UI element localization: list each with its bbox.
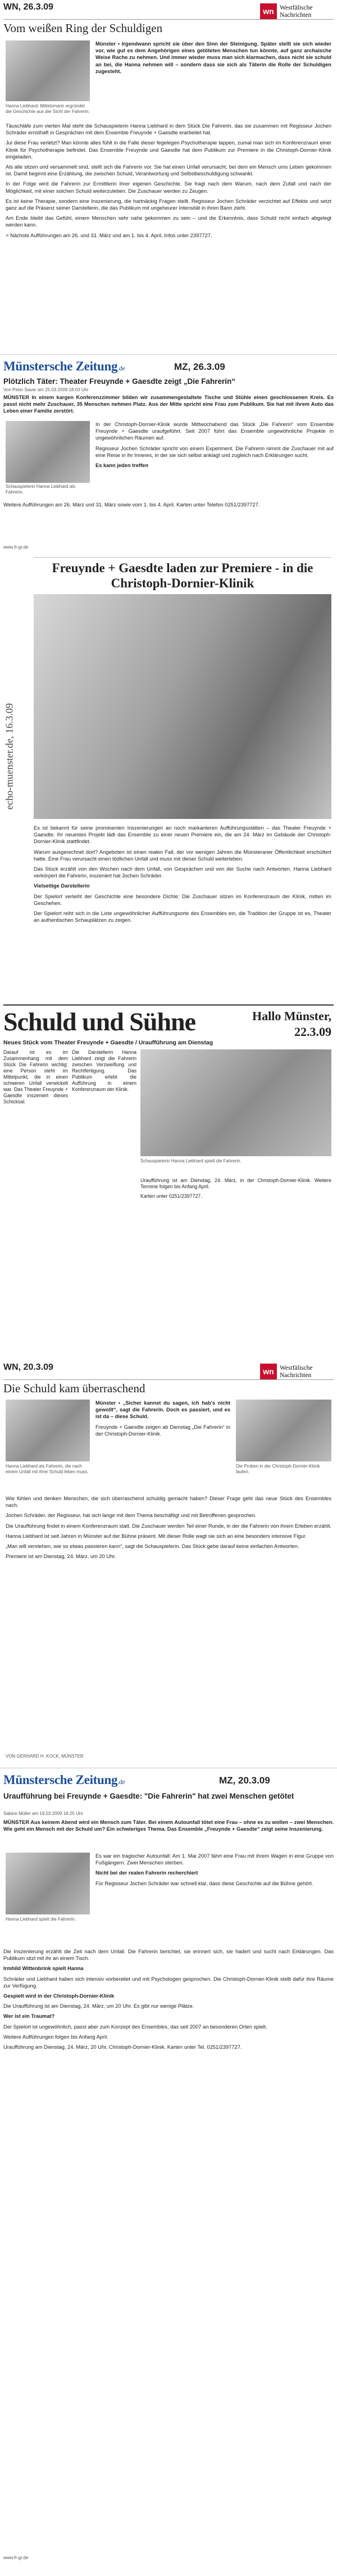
photo-caption: Die Proben in der Christoph-Dornier-Klinik laufen. <box>236 1464 320 1474</box>
body-paragraph: In der Folge wird die Fahrerin zur Ermittlerin ihrer eigenen Geschichte. Sie fragt nach dem Warum, nach dem Zufall und nach der Möglichkeit, mit einer solchen Schuld weiterzuleben. Die Zuschauer werden zu Zeugen. <box>6 181 331 194</box>
body-paragraph: Darauf ist es im Zusammenhang mit dem Stück Die Fahrerin wichtig: eine Person steht im Mittelpunkt, die in einen schweren Unfall verwickelt war. Das Theater Freuynde + Gaesdte inszeniert dieses Schicksal. <box>3 1049 68 1104</box>
info-line: Weitere Aufführungen am 26. März und 31. März sowie vom 1. bis 4. April. Karten unter Telefon 0251/2397727. <box>3 502 260 508</box>
ms-zeitung-logo: Münstersche Zeitung.de <box>3 1773 125 1787</box>
body-paragraph: Uraufführung ist am Dienstag, 24. März, in der Christoph-Dornier-Klinik. Weitere Termine folgen bis Anfang April. <box>140 1178 331 1189</box>
body-paragraph: In der Christoph-Dornier-Klinik wurde Mittwochabend das Stück „Die Fahrerin“ vom Ensemble Freuynde + Gaesdte uraufgeführt. Seit 2007 führt das Ensemble ungewöhnliche Projekte in ungewöhnlichen Räumen auf. <box>95 422 334 441</box>
body-paragraph: Täuschläfe zum vierten Mal steht die Schauspielerin Hanna Liebhard in dem Stück Die Fahrerin, das sie zusammen mit Regisseur Jochen Schräder ernsthaft in Gesprächen mit dem Ensemble Freuynde + Gaesdte erarbeitet hat. <box>6 123 331 136</box>
byline: Von Peter Sauer am 25.03.2009 18:03 Uhr <box>3 387 89 392</box>
photo-actress <box>6 1400 90 1461</box>
body-paragraph: Jochen Schräder, der Regisseur, hat sich lange mit dem Thema beschäftigt und mit Betroffenen gesprochen. <box>6 1513 257 1519</box>
clip-mz-2003 <box>0 1768 337 2576</box>
photo-rehearsal <box>34 594 331 819</box>
body-paragraph: Wie fühlen und denken Menschen, die sich überraschend schuldig gemacht haben? Dieser Frage geht das neue Stück des Ensembles nach. <box>6 1496 331 1509</box>
body-paragraph: Premiere ist am Dienstag, 24. März, um 20 Uhr. <box>6 1554 116 1560</box>
clip-wn-2003 <box>0 1360 337 1765</box>
author-line: VON GERHARD H. KOCK, MÜNSTER <box>6 1754 84 1759</box>
body-paragraph: Es ist bekannt für seine prominenten Inszenierungen an noch markanteren Aufführungsstätten – das Theater Freuynde + Gaesdte. Ihr neuestes Projekt lädt das Ensemble zu einer neuen Premiere ein, die am 24. März im Gebäude der Christoph-Dornier-Klinik stattfindet. <box>34 825 331 845</box>
wn-logo-icon: wn <box>260 1364 277 1379</box>
byline: Sabine Müller am 19.03.2009 16:25 Uhr <box>3 1811 83 1816</box>
clip-mz-2603 <box>0 354 337 553</box>
headline: Die Schuld kam überraschend <box>3 1382 145 1395</box>
photo-actress <box>6 421 90 483</box>
subheading: Es kann jeden treffen <box>95 463 149 469</box>
source-footer: www.fr-gr.de <box>3 2555 29 2560</box>
photo-stage <box>236 1400 331 1461</box>
body-paragraph: Schräder und Liebhard haben sich intensiv vorbereitet und mit Psychologen gesprochen. Die Christoph-Dornier-Klinik stellt dafür ihre Räume zur Verfügung. <box>3 1976 334 1989</box>
photo-caption: Hanna Liebhard als Fahrerin, die nach einem Unfall mit ihrer Schuld leben muss. <box>6 1464 89 1474</box>
lead-paragraph: Münster • Irgendwann spricht sie über den Sinn der Steinigung. Später stellt sie sich wieder vor, wie gut es dem Angehörigen eines getöteten Menschen tun könnte, auf ganz archaische Weise Rache zu nehmen. Und immer wieder muss man sich klarmachen, dass nicht sie schuld an bei, die Hanna nehmen will – sondern dass sie sich als Täterin die Rolle der Schuldigen zugesteht. <box>95 41 331 74</box>
wn-logo-text: Westfälische Nachrichten <box>280 4 313 19</box>
body-paragraph: Die Darstellerin Hanna Liebhard zeigt die Fahrerin zwischen Verzweiflung und Rechtfertigung. Das Publikum erlebt die Aufführung in einem Konferenzraum der Klinik. <box>72 1049 136 1092</box>
ms-zeitung-logo: Münstersche Zeitung.de <box>3 359 125 373</box>
body-paragraph: Warum ausgerechnet dort? Angeboten ist einen realen Fall, der vor wenigen Jahren die Münsteraner Öffentlichkeit erschüttert hatte. Eine Frau verursacht einen tödlichen Unfall und muss mit dieser Schuld weiterleben. <box>34 849 331 862</box>
body-paragraph: Hanna Liebhard ist seit Jahren in Münster auf der Bühne präsent. Mit dieser Rolle wagt sie sich an eine besonders intensive Figur. <box>6 1533 307 1539</box>
photo-caption: Hanna Liebhard: Mittelsmann ergründet die Geschichte aus der Sicht der Fahrerin. <box>6 103 90 114</box>
body-paragraph: Es war ein tragischer Autounfall: Am 1. Mai 2007 fährt eine Frau mit ihrem Wagen in eine Gruppe von Fußgängern. Zwei Menschen sterben. <box>95 1853 334 1866</box>
body-paragraph: Regisseur Jochen Schräder spricht von einem Experiment. Die Fahrerin nimmt die Zuschauer mit auf eine Reise in ihr Inneres, in der sie sich selbst anklagt und zugleich nach Erklärungen sucht. <box>95 445 334 458</box>
body-paragraph: Weitere Aufführungen folgen bis Anfang April. <box>3 2034 108 2040</box>
wn-logo-text: Westfälische Nachrichten <box>280 1365 313 1379</box>
info-line: Uraufführung am Dienstag, 24. März, 20 Uhr, Christoph-Dornier-Klinik. Karten unter Tel. 0251/2397727. <box>3 2044 242 2050</box>
body-paragraph: Der Spielort reiht sich in die Liste ungewöhnlicher Aufführungsorte des Ensembles ein, die Tradition der Gruppe ist es, Theater an authentischen Schauplätzen zu zeigen. <box>34 911 331 923</box>
clip-wn-2603 <box>0 0 337 353</box>
headline: Uraufführung bei Freuynde + Gaesdte: "Die Fahrerin" hat zwei Menschen getötet <box>3 1792 294 1800</box>
lead-paragraph: MÜNSTER Aus keinem Abend wird ein Mensch zum Täter. Bei einem Autounfall tötet eine Frau – ohne es zu wollen – zwei Menschen. Wie geht ein Mensch mit der Schuld um? Ein schwieriges Thema. Das Ensemble „Freuynde + Gaesdte“ zeigt seine Inszenierung. <box>3 1819 334 1832</box>
body-paragraph: Der Spielort ist ungewöhnlich, passt aber zum Konzept des Ensembles, das seit 2007 an besonderen Orten spielt. <box>3 2023 267 2030</box>
body-paragraph: Jul diese Frau verletzt? Man könnte alles fühlt in die Falle dieser fegelegen Psychotherapie tappen, zumal man sich im Konferenzraum einer Klinik für Psychotherapie befindet. Das Ensemble Freuynde und Gaesdte hat dem Publikum zur Premiere in die Christoph-Dornier-Klinik eingeladen. <box>6 140 331 160</box>
body-paragraph: Die Uraufführung findet in einem Konferenzraum statt. Die Zuschauer werden Teil einer Runde, in der die Fahrerin von ihrem Erleben erzählt. <box>6 1523 331 1529</box>
wn-logo-icon: wn <box>260 3 277 19</box>
clip-date-header: WN, 20.3.09 <box>3 1362 53 1372</box>
body-paragraph: Der Spielort verleiht der Geschichte eine besondere Dichte: Die Zuschauer sitzen im Konferenzraum der Klinik, mitten im Geschehen. <box>34 893 331 906</box>
body-paragraph: Die Inszenierung erzählt die Zeit nach dem Unfall. Die Fahrerin berichtet, sie erinnert sich, sie hadert und sucht nach Erklärungen. Das Publikum sitzt mit ihr an einem Tisch. <box>3 1949 334 1962</box>
photo-actress <box>6 1853 90 1914</box>
body-paragraph: Am Ende bleibt das Gefühl, einem Menschen sehr nahe gekommen zu sein – und die Erkenntnis, dass Schuld nicht einfach abgelegt werden kann. <box>6 215 331 228</box>
subheading: Nicht bei der realen Fahrerin recherchiert <box>95 1870 198 1876</box>
photo-caption: Schauspielerin Hanna Liebhard als Fahrerin. <box>6 484 76 495</box>
body-paragraph: Als alle sitzen und versammelt sind, stellt sich die Fahrerin vor. Sie hat einen Unfall verursacht, bei dem ein Mensch ums Leben gekommen ist. Damit beginnt eine Erzählung, die zwischen Schuld, Verantwortung und Selbstbeschuldigung schwankt. <box>6 164 331 177</box>
photo-caption: Hanna Liebhard spielt die Fahrerin. <box>6 1917 76 1922</box>
photo-caption: Schauspielerin Hanna Liebhard spielt die Fahrerin. <box>140 1158 242 1163</box>
body-paragraph: „Man will verstehen, wie so etwas passieren kann“, sagt die Schauspielerin. Das Stück gebe darauf keine einfachen Antworten. <box>6 1543 299 1550</box>
clip-date-header: WN, 26.3.09 <box>3 2 53 12</box>
body-paragraph: Freuynde + Gaesdte zeigen ab Dienstag „Die Fahrerin“ in der Christoph-Dornier-Klinik. <box>95 1424 230 1437</box>
headline: Schuld und Sühne <box>3 1007 196 1036</box>
headline: Plötzlich Täter: Theater Freuynde + Gaesdte zeigt „Die Fahrerin“ <box>3 377 235 386</box>
lead-paragraph: Münster • „Sicher kannst du sagen, ich hab's nicht gewollt“, sagt die Fahrerin. Doch es passiert, und es ist da – diese Schuld. <box>95 1400 230 1420</box>
subheading: Irmhild Wittenbrink spielt Hanna <box>3 1966 84 1972</box>
body-paragraph: Die Uraufführung ist am Dienstag, 24. März, um 20 Uhr. Es gibt nur wenige Plätze. <box>3 2003 194 2009</box>
headline: Vom weißen Ring der Schuldigen <box>3 21 163 35</box>
photo-actress <box>140 1049 331 1156</box>
info-line: > Nächste Aufführungen am 26. und 31. März und am 1. bis 4. April, Infos unter 2397727. <box>6 232 212 238</box>
clip-echo-1603 <box>0 554 337 1000</box>
body-paragraph: Es ist keine Therapie, sondern eine Inszenierung, die hartnäckig Fragen stellt. Regisseur Jochen Schräder verzichtet auf Effekte und setzt ganz auf die Präsenz seiner Darstellerin, die das Publikum mit ungeheurer Intensität in ihren Bann zieht. <box>6 198 331 211</box>
subheading: Vielseitige Darstellerin <box>34 883 90 889</box>
body-paragraph: Das Stück erzählt von den Wochen nach dem Unfall, von Gesprächen und von der Suche nach Antworten. Hanna Liebhard verkörpert die Fahrerin, inszeniert hat Jochen Schräder. <box>34 866 331 879</box>
source-footer: www.fr-gr.de <box>3 545 29 550</box>
photo-actress <box>6 40 90 101</box>
clip-hallo-2203 <box>0 1003 337 1357</box>
subheadline: Neues Stück vom Theater Freuynde + Gaesdte / Uraufführung am Dienstag <box>3 1039 213 1046</box>
info-line: Karten unter 0251/2397727. <box>140 1193 202 1199</box>
clip-date-header: 22.3.09 <box>294 1025 331 1039</box>
lead-paragraph: MÜNSTER In einem kargen Konferenzzimmer bilden wir zusammengestaltete Tische und Stühle einen geschlossenen Kreis. Es passt nicht mehr Zuschauer, 35 Menschen nehmen Platz. Aus der Mitte spricht eine Frau zum Publikum. Sie hat mit ihrem Auto das Leben einer Familie zerstört. <box>3 395 334 414</box>
headline: Freuynde + Gaesdte laden zur Premiere - in die Christoph-Dornier-Klinik <box>52 561 313 590</box>
clip-date-header: MZ, 26.3.09 <box>174 361 225 372</box>
clip-date-header: MZ, 20.3.09 <box>219 1775 270 1786</box>
body-paragraph: Für Regisseur Jochen Schräder war schnell klar, dass diese Geschichte auf die Bühne gehört. <box>95 1880 313 1886</box>
source-vertical-label: echo-muenster.de, 16.3.09 <box>3 703 15 810</box>
subheading: Gespielt wird in der Christoph-Dornier-Klinik <box>3 1993 115 1999</box>
subheading: Wer ist ein Traumat? <box>3 2013 55 2020</box>
publication-name: Hallo Münster, <box>252 1009 331 1023</box>
